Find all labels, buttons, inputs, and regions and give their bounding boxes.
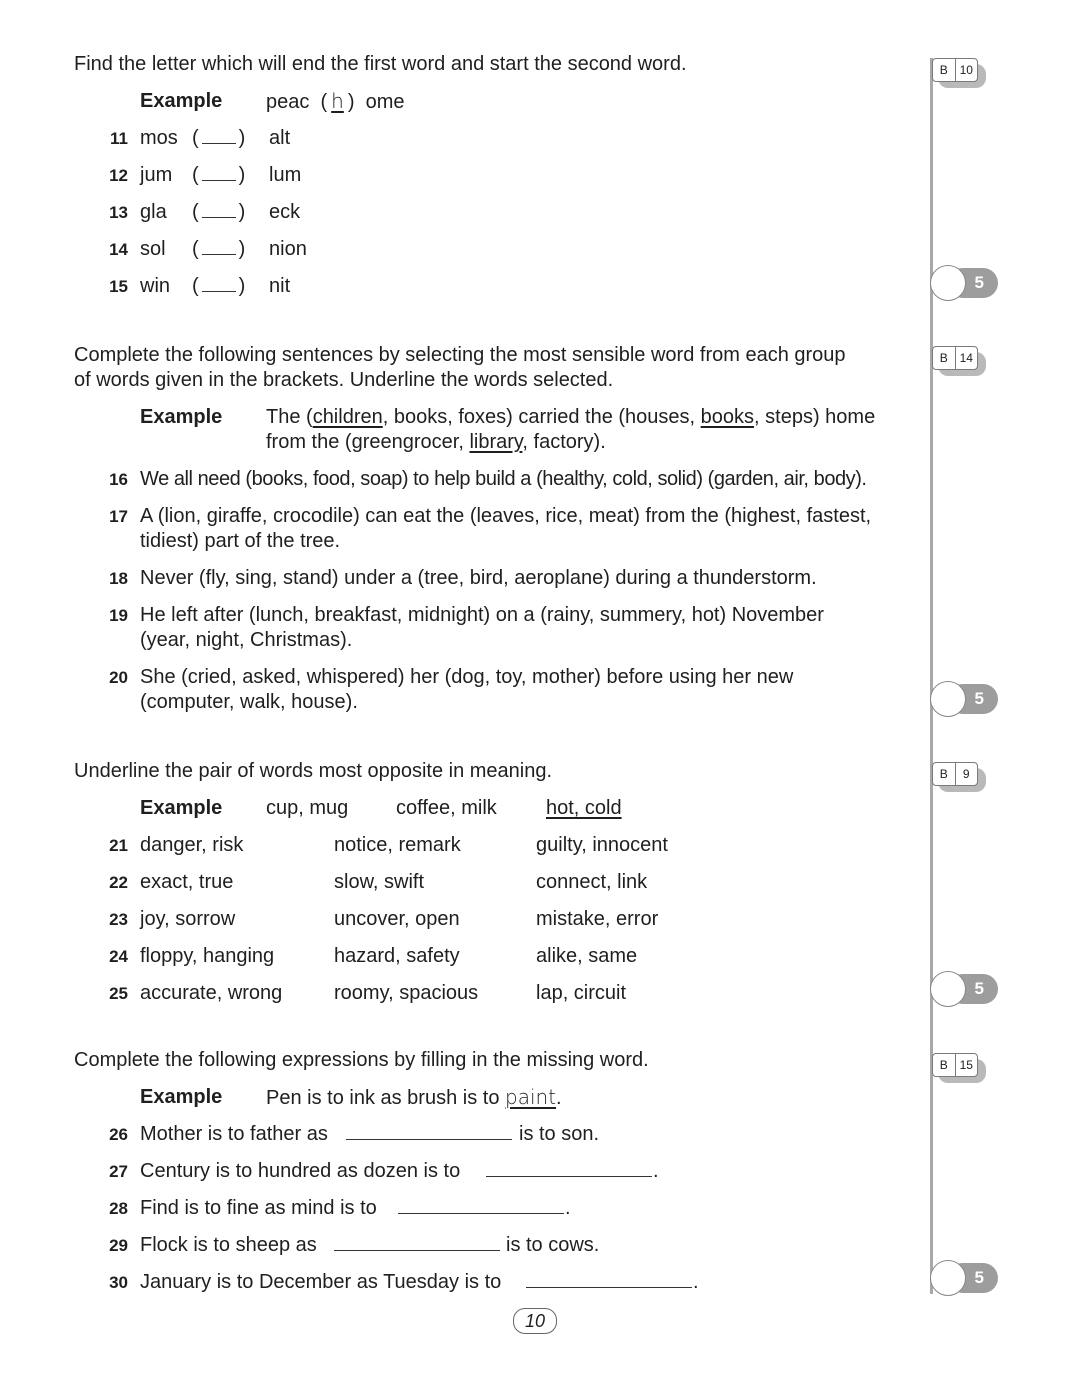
s2-example-line1: The (children, books, foxes) carried the (houses, books, steps) home: [266, 406, 876, 428]
q27-number: 27: [109, 1162, 128, 1181]
q29-answer-blank[interactable]: [334, 1236, 500, 1251]
q14-number: 14: [109, 240, 128, 259]
s3-example-pair-c: hot, cold: [546, 797, 622, 819]
s3-instruction: Underline the pair of words most opposite in meaning.: [74, 760, 553, 782]
q28-number: 28: [109, 1199, 128, 1218]
example-first: peac: [266, 91, 310, 113]
s3-example-pair-b: coffee, milk: [396, 797, 497, 819]
score-total: 5: [948, 684, 998, 714]
q21-pair-c[interactable]: guilty, innocent: [536, 834, 668, 856]
q24-pair-a[interactable]: floppy, hanging: [140, 945, 275, 967]
q17-sentence-line1[interactable]: A (lion, giraffe, crocodile) can eat the (leaves, rice, meat) from the (highest, fastest,: [140, 505, 872, 527]
q12-number: 12: [109, 166, 128, 185]
q14-first: sol: [140, 238, 166, 260]
ref-letter: B: [939, 351, 948, 365]
q26-answer-blank[interactable]: [346, 1125, 512, 1140]
q26-pre: Mother is to father as: [140, 1123, 328, 1145]
ref-letter: B: [939, 767, 948, 781]
q15-first: win: [140, 275, 171, 297]
score-total: 5: [948, 974, 998, 1004]
q13-first: gla: [140, 201, 167, 223]
q14-answer-blank[interactable]: ( ): [192, 238, 246, 260]
s2-example-label: Example: [140, 406, 223, 428]
q24-pair-b[interactable]: hazard, safety: [334, 945, 460, 967]
score-circle[interactable]: [930, 265, 966, 301]
s4-instruction: Complete the following expressions by filling in the missing word.: [74, 1049, 649, 1071]
q21-pair-a[interactable]: danger, risk: [140, 834, 244, 856]
q13-second: eck: [269, 201, 301, 223]
q20-sentence-line1[interactable]: She (cried, asked, whispered) her (dog, toy, mother) before using her new: [140, 666, 794, 688]
example-underlined-word: books: [700, 406, 755, 428]
s2-instruction-line1: Complete the following sentences by selecting the most sensible word from each group: [74, 344, 846, 366]
score-box[interactable]: [930, 265, 998, 301]
score-box[interactable]: [930, 681, 998, 717]
q11-answer-blank[interactable]: ( ): [192, 127, 246, 149]
reference-tab: [932, 58, 986, 88]
q28-pre: Find is to fine as mind is to: [140, 1197, 377, 1219]
reference-tab: [932, 346, 986, 376]
q15-answer-blank[interactable]: ( ): [192, 275, 246, 297]
score-box[interactable]: [930, 971, 998, 1007]
example-answer: paint: [505, 1085, 557, 1109]
q29-number: 29: [109, 1236, 128, 1255]
q24-pair-c[interactable]: alike, same: [536, 945, 638, 967]
q22-pair-c[interactable]: connect, link: [536, 871, 648, 893]
q25-number: 25: [109, 984, 128, 1003]
ref-number: 10: [959, 63, 973, 77]
q19-sentence-line1[interactable]: He left after (lunch, breakfast, midnight) on a (rainy, summery, hot) November: [140, 604, 824, 626]
s3-example-pair-a: cup, mug: [266, 797, 349, 819]
q25-pair-c[interactable]: lap, circuit: [536, 982, 627, 1004]
score-total: 5: [948, 268, 998, 298]
q11-second: alt: [269, 127, 291, 149]
q27-answer-blank[interactable]: [486, 1162, 652, 1177]
score-circle[interactable]: [930, 681, 966, 717]
example-second: ome: [365, 91, 405, 113]
q30-answer-blank[interactable]: [526, 1273, 692, 1288]
q17-sentence-line2[interactable]: tidiest) part of the tree.: [140, 530, 341, 552]
q16-sentence[interactable]: We all need (books, food, soap) to help build a (healthy, cold, solid) (garden, air, body).: [140, 468, 867, 490]
q18-number: 18: [109, 569, 128, 588]
q12-second: lum: [269, 164, 302, 186]
q25-pair-b[interactable]: roomy, spacious: [334, 982, 479, 1004]
q13-answer-blank[interactable]: ( ): [192, 201, 246, 223]
q13-number: 13: [109, 203, 128, 222]
s1-example: [140, 89, 222, 114]
q12-answer-blank[interactable]: ( ): [192, 164, 246, 186]
q19-number: 19: [109, 606, 128, 625]
reference-tab: [932, 762, 986, 792]
q29-post: is to cows.: [506, 1234, 600, 1256]
q27-post: .: [653, 1160, 659, 1182]
example-answer: h: [331, 89, 344, 113]
score-circle[interactable]: [930, 1260, 966, 1296]
q23-pair-c[interactable]: mistake, error: [536, 908, 659, 930]
q20-number: 20: [109, 668, 128, 687]
s2-example-line2: from the (greengrocer, library, factory).: [266, 431, 606, 453]
q21-number: 21: [109, 836, 128, 855]
q12-first: jum: [140, 164, 173, 186]
margin-rule: [930, 58, 933, 1294]
score-box[interactable]: [930, 1260, 998, 1296]
ref-number: 9: [962, 767, 970, 781]
example-underlined-word: children: [312, 406, 383, 428]
q17-number: 17: [109, 507, 128, 526]
q22-number: 22: [109, 873, 128, 892]
q28-post: .: [565, 1197, 571, 1219]
ref-number: 15: [959, 1058, 973, 1072]
q16-number: 16: [109, 470, 128, 489]
q29-pre: Flock is to sheep as: [140, 1234, 317, 1256]
example-label: Example: [140, 90, 223, 112]
q22-pair-a[interactable]: exact, true: [140, 871, 234, 893]
q18-sentence[interactable]: Never (fly, sing, stand) under a (tree, bird, aeroplane) during a thunderstorm.: [140, 567, 817, 589]
example-underlined-word: library: [469, 431, 523, 453]
reference-tab: [932, 1053, 986, 1083]
q24-number: 24: [109, 947, 128, 966]
s4-example-label: Example: [140, 1086, 223, 1108]
q21-pair-b[interactable]: notice, remark: [334, 834, 461, 856]
q19-sentence-line2[interactable]: (year, night, Christmas).: [140, 629, 353, 651]
score-total: 5: [948, 1263, 998, 1293]
s4-example: Pen is to ink as brush is to paint.: [266, 1085, 562, 1109]
s1-example-content: peac ( h ) ome: [266, 89, 405, 113]
s1-instruction: Find the letter which will end the first word and start the second word.: [74, 53, 687, 75]
q26-number: 26: [109, 1125, 128, 1144]
q30-post: .: [693, 1271, 699, 1293]
q15-number: 15: [109, 277, 128, 296]
s3-example-label: Example: [140, 797, 223, 819]
q23-number: 23: [109, 910, 128, 929]
ref-letter: B: [939, 63, 948, 77]
q30-pre: January is to December as Tuesday is to: [140, 1271, 502, 1293]
q26-post: is to son.: [519, 1123, 600, 1145]
score-circle[interactable]: [930, 971, 966, 1007]
page-number: 10: [513, 1308, 557, 1334]
q23-pair-a[interactable]: joy, sorrow: [140, 908, 236, 930]
q28-answer-blank[interactable]: [398, 1199, 564, 1214]
q20-sentence-line2[interactable]: (computer, walk, house).: [140, 691, 358, 713]
s2-instruction-line2: of words given in the brackets. Underline the words selected.: [74, 369, 614, 391]
ref-number: 14: [959, 351, 973, 365]
q27-pre: Century is to hundred as dozen is to: [140, 1160, 461, 1182]
q14-second: nion: [269, 238, 307, 260]
q15-second: nit: [269, 275, 291, 297]
q23-pair-b[interactable]: uncover, open: [334, 908, 460, 930]
ref-letter: B: [939, 1058, 948, 1072]
q11-first: mos: [140, 127, 178, 149]
q30-number: 30: [109, 1273, 128, 1292]
q22-pair-b[interactable]: slow, swift: [334, 871, 425, 893]
q11-number: 11: [110, 129, 128, 148]
q25-pair-a[interactable]: accurate, wrong: [140, 982, 283, 1004]
